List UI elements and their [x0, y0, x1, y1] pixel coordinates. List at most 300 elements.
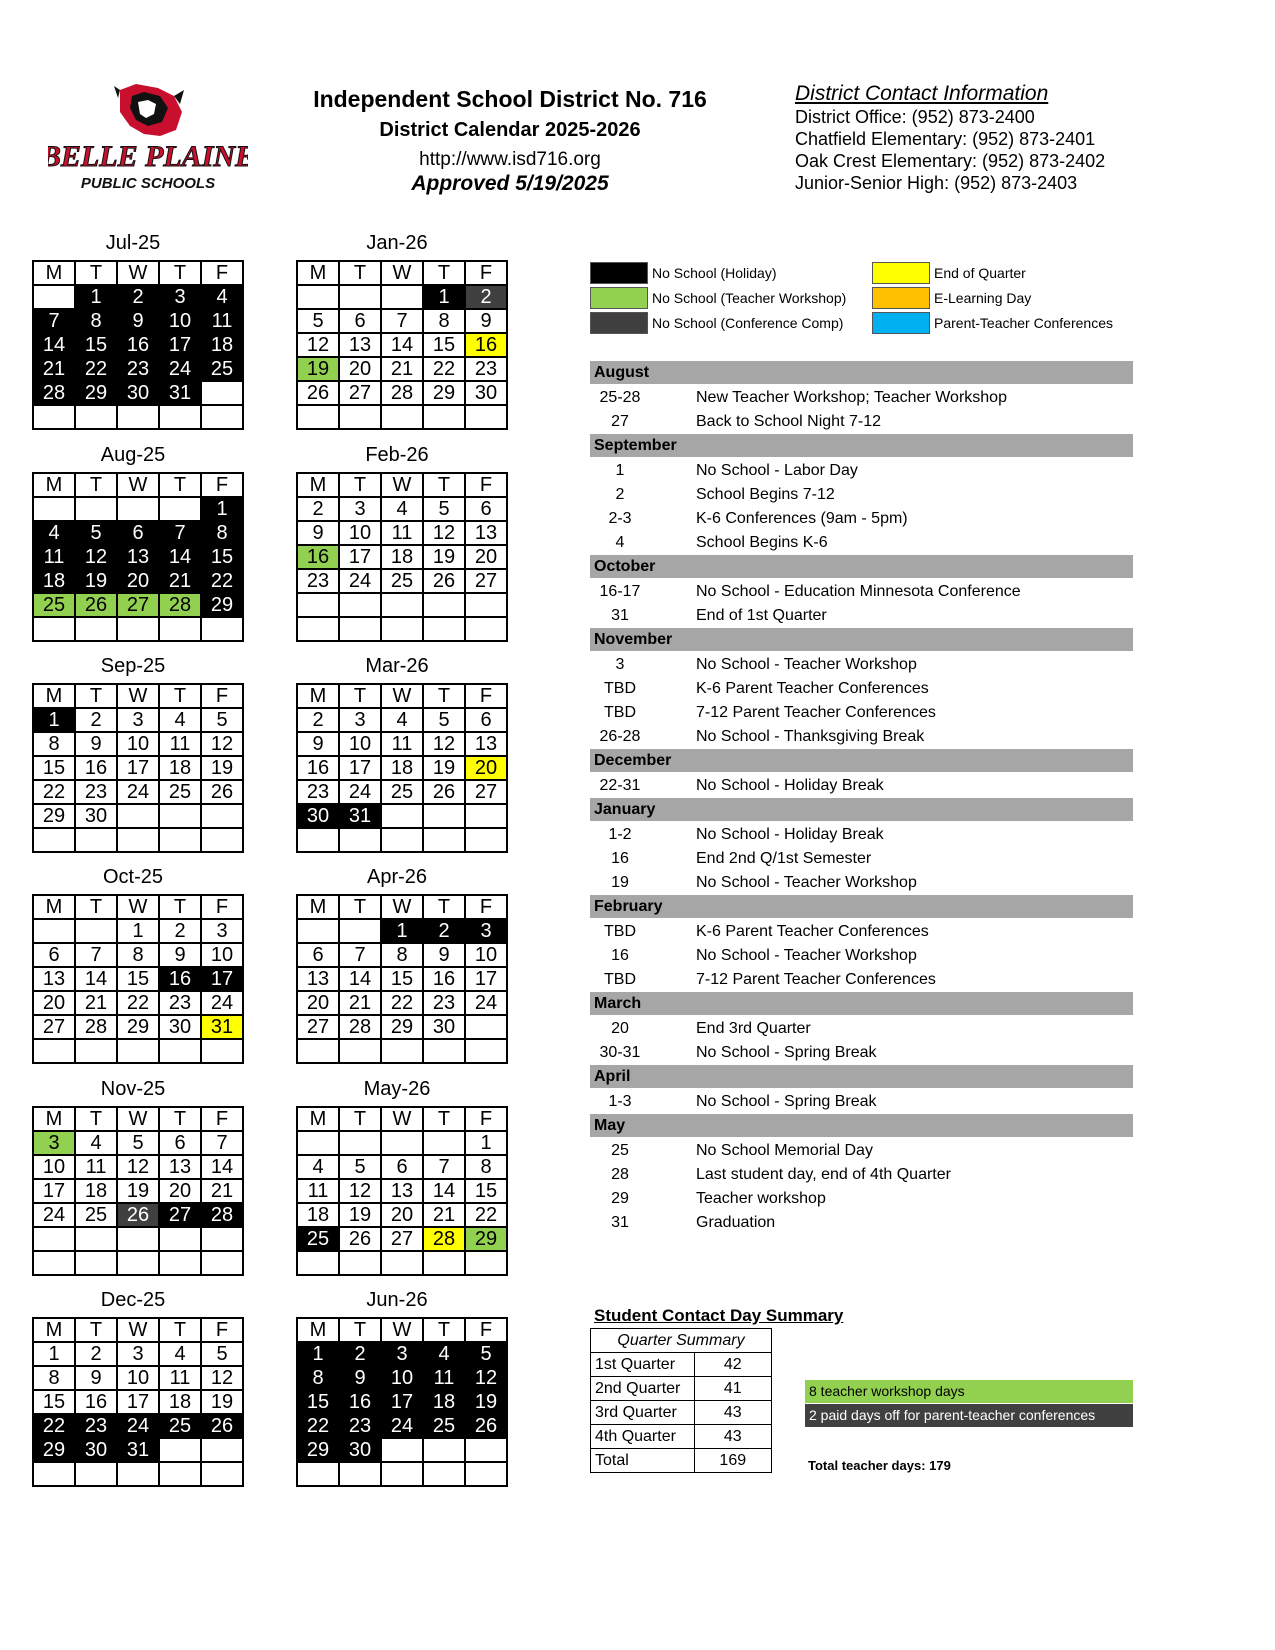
summary-value: 43 [694, 1425, 771, 1449]
week-row [33, 1039, 243, 1063]
month-title: Oct-25 [102, 866, 164, 888]
day-cell [75, 405, 117, 429]
legend-label: No School (Holiday) [652, 265, 777, 281]
day-cell: 9 [117, 309, 159, 333]
day-cell: 18 [75, 1179, 117, 1203]
day-cell: 22 [33, 1414, 75, 1438]
day-cell [339, 1131, 381, 1155]
day-cell: 19 [423, 545, 465, 569]
day-cell: 1 [381, 919, 423, 943]
event-text: No School - Labor Day [696, 462, 858, 479]
weekday-header: F [465, 684, 507, 708]
week-row [297, 1251, 507, 1275]
day-cell: 8 [117, 943, 159, 967]
month-header: February [590, 895, 1133, 918]
week-row [297, 1414, 507, 1438]
event-text: No School - Holiday Break [696, 826, 884, 843]
week-row [33, 381, 243, 405]
day-cell: 2 [75, 1342, 117, 1366]
day-cell: 27 [297, 1015, 339, 1039]
day-cell [297, 285, 339, 309]
week-row [33, 1414, 243, 1438]
month-header: January [590, 798, 1133, 821]
week-row [297, 732, 507, 756]
week-row [297, 1390, 507, 1414]
event-text: No School - Education Minnesota Conference [696, 583, 1021, 600]
day-cell: 21 [201, 1179, 243, 1203]
day-cell: 3 [339, 708, 381, 732]
day-cell [339, 593, 381, 617]
day-cell: 22 [33, 780, 75, 804]
day-cell: 22 [423, 357, 465, 381]
day-cell: 28 [381, 381, 423, 405]
day-cell: 7 [159, 521, 201, 545]
day-cell: 12 [75, 545, 117, 569]
legend-label: E-Learning Day [934, 290, 1032, 306]
day-cell: 15 [465, 1179, 507, 1203]
legend-item-conference-comp [590, 312, 843, 334]
day-cell [33, 497, 75, 521]
day-cell: 3 [159, 285, 201, 309]
day-cell: 19 [201, 756, 243, 780]
logo-subname: PUBLIC SCHOOLS [80, 175, 216, 192]
day-cell: 11 [159, 732, 201, 756]
weekday-header: T [75, 684, 117, 708]
weekday-header: T [159, 895, 201, 919]
day-cell: 26 [297, 381, 339, 405]
weekday-header: T [339, 261, 381, 285]
summary-title: Student Contact Day Summary [594, 1306, 844, 1325]
event-row [590, 1211, 1133, 1235]
day-cell: 29 [33, 1438, 75, 1462]
week-row [297, 919, 507, 943]
day-cell: 16 [159, 967, 201, 991]
day-cell [381, 285, 423, 309]
day-cell: 18 [381, 545, 423, 569]
day-cell: 6 [159, 1131, 201, 1155]
day-cell: 21 [33, 357, 75, 381]
event-text: No School - Teacher Workshop [696, 656, 917, 673]
month-grid [296, 894, 508, 1064]
contact-info [795, 82, 1235, 194]
day-cell: 27 [159, 1203, 201, 1227]
day-cell: 10 [465, 943, 507, 967]
district-url[interactable]: http://www.isd716.org [419, 149, 601, 170]
weekday-header: T [159, 261, 201, 285]
week-row [297, 1227, 507, 1251]
day-cell: 22 [381, 991, 423, 1015]
day-cell: 15 [117, 967, 159, 991]
event-date: 2 [615, 486, 625, 503]
summary-value: 43 [694, 1401, 771, 1425]
legend-item-end-of-quarter [872, 262, 1026, 284]
day-cell: 24 [381, 1414, 423, 1438]
day-cell: 3 [33, 1131, 75, 1155]
day-cell [297, 828, 339, 852]
day-cell [33, 1251, 75, 1275]
day-cell [75, 1462, 117, 1486]
day-cell: 29 [381, 1015, 423, 1039]
day-cell: 24 [339, 780, 381, 804]
week-row [33, 1462, 243, 1486]
day-cell [465, 828, 507, 852]
day-cell [339, 405, 381, 429]
event-text: Last student day, end of 4th Quarter [696, 1166, 951, 1183]
day-cell [117, 1462, 159, 1486]
day-cell: 26 [201, 780, 243, 804]
day-cell [465, 1438, 507, 1462]
day-cell: 21 [423, 1203, 465, 1227]
day-cell: 5 [423, 708, 465, 732]
day-cell: 20 [117, 569, 159, 593]
day-cell [159, 1039, 201, 1063]
day-cell [33, 919, 75, 943]
weekday-header: M [297, 1318, 339, 1342]
week-row [33, 828, 243, 852]
day-cell: 4 [33, 521, 75, 545]
summary-row [591, 1353, 772, 1377]
approved-date: Approved 5/19/2025 [411, 172, 609, 195]
day-cell: 12 [297, 333, 339, 357]
day-cell: 12 [339, 1179, 381, 1203]
weekday-header: T [75, 473, 117, 497]
day-cell: 8 [75, 309, 117, 333]
events-list [590, 361, 1133, 1235]
district-title: Independent School District No. 716 [313, 86, 707, 112]
summary-row [591, 1401, 772, 1425]
day-cell: 3 [339, 497, 381, 521]
week-row [297, 756, 507, 780]
weekday-header: T [339, 1318, 381, 1342]
day-cell: 2 [423, 919, 465, 943]
day-cell [423, 405, 465, 429]
event-date: TBD [604, 704, 636, 721]
weekday-header-row [33, 1318, 243, 1342]
week-row [297, 521, 507, 545]
contact-line: Junior-Senior High: (952) 873-2403 [795, 173, 1078, 193]
day-cell: 5 [297, 309, 339, 333]
day-cell: 4 [201, 285, 243, 309]
day-cell [201, 1462, 243, 1486]
day-cell: 22 [117, 991, 159, 1015]
day-cell: 11 [33, 545, 75, 569]
day-cell: 8 [201, 521, 243, 545]
event-row [590, 1187, 1133, 1211]
week-row [33, 569, 243, 593]
day-cell: 26 [117, 1203, 159, 1227]
legend-swatch [590, 312, 648, 334]
month-grid [296, 683, 508, 853]
weekday-header: F [201, 261, 243, 285]
quarter-summary-table [590, 1328, 772, 1473]
day-cell [339, 919, 381, 943]
day-cell: 14 [423, 1179, 465, 1203]
day-cell [465, 1251, 507, 1275]
week-row [297, 617, 507, 641]
day-cell [465, 617, 507, 641]
week-row [33, 919, 243, 943]
month-calendar [296, 444, 498, 642]
weekday-header: M [297, 895, 339, 919]
month-grid [32, 894, 244, 1064]
event-row [590, 968, 1133, 992]
week-row [297, 357, 507, 381]
day-cell [423, 1462, 465, 1486]
weekday-header-row [297, 895, 507, 919]
month-calendar [296, 866, 498, 1064]
event-row [590, 677, 1133, 701]
tiger-mascot-icon [114, 84, 184, 136]
logo-name: BELLE PLAINE [48, 140, 248, 173]
week-row [33, 309, 243, 333]
day-cell: 19 [339, 1203, 381, 1227]
week-row [33, 780, 243, 804]
month-calendar [296, 1289, 498, 1487]
month-grid [32, 1317, 244, 1487]
day-cell [339, 1039, 381, 1063]
day-cell: 1 [465, 1131, 507, 1155]
day-cell [201, 804, 243, 828]
legend-swatch [872, 262, 930, 284]
event-date: 25-28 [599, 389, 641, 406]
day-cell: 28 [201, 1203, 243, 1227]
day-cell: 10 [33, 1155, 75, 1179]
weekday-header: M [33, 895, 75, 919]
weekday-header: T [339, 1107, 381, 1131]
weekday-header: T [423, 1107, 465, 1131]
day-cell: 29 [423, 381, 465, 405]
day-cell [159, 1438, 201, 1462]
weekday-header-row [33, 895, 243, 919]
day-cell: 22 [201, 569, 243, 593]
week-row [297, 1366, 507, 1390]
weekday-header-row [33, 1107, 243, 1131]
month-title: Aug-25 [100, 444, 166, 466]
month-title: Jan-26 [366, 232, 428, 254]
day-cell [75, 497, 117, 521]
day-cell: 19 [75, 569, 117, 593]
day-cell [423, 1251, 465, 1275]
day-cell [33, 828, 75, 852]
event-row [590, 725, 1133, 749]
day-cell: 25 [423, 1414, 465, 1438]
day-cell: 13 [159, 1155, 201, 1179]
event-row [590, 1139, 1133, 1163]
event-text: No School - Holiday Break [696, 777, 884, 794]
month-calendar [296, 655, 498, 853]
day-cell [159, 405, 201, 429]
day-cell: 25 [381, 569, 423, 593]
week-row [33, 1179, 243, 1203]
event-text: No School Memorial Day [696, 1142, 873, 1159]
day-cell: 10 [117, 1366, 159, 1390]
summary-label: 4th Quarter [591, 1425, 695, 1449]
month-calendar [296, 232, 498, 430]
weekday-header: W [117, 473, 159, 497]
weekday-header: W [381, 684, 423, 708]
day-cell [339, 285, 381, 309]
day-cell [159, 1462, 201, 1486]
day-cell: 19 [117, 1179, 159, 1203]
legend-item-e-learning [872, 287, 1031, 309]
week-row [33, 1390, 243, 1414]
day-cell: 24 [33, 1203, 75, 1227]
day-cell [297, 1039, 339, 1063]
week-row [33, 1155, 243, 1179]
weekday-header-row [33, 473, 243, 497]
contact-line: Chatfield Elementary: (952) 873-2401 [795, 129, 1096, 149]
week-row [297, 804, 507, 828]
event-date: 1-3 [608, 1093, 632, 1110]
day-cell: 29 [75, 381, 117, 405]
month-header: December [590, 749, 1133, 772]
day-cell: 8 [297, 1366, 339, 1390]
day-cell [117, 828, 159, 852]
event-text: School Begins 7-12 [696, 486, 835, 503]
summary-value: 41 [694, 1377, 771, 1401]
day-cell: 2 [297, 497, 339, 521]
day-cell: 23 [339, 1414, 381, 1438]
day-cell: 26 [465, 1414, 507, 1438]
event-text: 7-12 Parent Teacher Conferences [696, 704, 936, 721]
event-date: 3 [615, 656, 625, 673]
day-cell: 16 [297, 545, 339, 569]
day-cell: 1 [33, 1342, 75, 1366]
day-cell: 23 [159, 991, 201, 1015]
day-cell: 9 [297, 732, 339, 756]
week-row [297, 569, 507, 593]
day-cell: 24 [117, 780, 159, 804]
weekday-header: W [117, 684, 159, 708]
day-cell: 6 [465, 708, 507, 732]
week-row [297, 497, 507, 521]
day-cell: 7 [201, 1131, 243, 1155]
day-cell [201, 1039, 243, 1063]
day-cell: 21 [381, 357, 423, 381]
day-cell: 14 [75, 967, 117, 991]
day-cell: 27 [465, 780, 507, 804]
weekday-header: T [159, 1107, 201, 1131]
weekday-header: T [423, 684, 465, 708]
event-text: End of 1st Quarter [696, 607, 827, 624]
paid-days-note: 2 paid days off for parent-teacher conferences [805, 1404, 1133, 1427]
day-cell: 2 [339, 1342, 381, 1366]
day-cell: 18 [381, 756, 423, 780]
event-row [590, 507, 1133, 531]
month-calendar [32, 232, 234, 430]
day-cell [465, 1039, 507, 1063]
day-cell: 13 [465, 732, 507, 756]
event-text: 7-12 Parent Teacher Conferences [696, 971, 936, 988]
day-cell [297, 919, 339, 943]
weekday-header: F [465, 261, 507, 285]
day-cell: 14 [381, 333, 423, 357]
day-cell: 9 [465, 309, 507, 333]
week-row [297, 381, 507, 405]
day-cell [159, 617, 201, 641]
week-row [33, 1203, 243, 1227]
month-title: May-26 [363, 1078, 431, 1100]
day-cell [33, 1227, 75, 1251]
day-cell [381, 617, 423, 641]
week-row [33, 1366, 243, 1390]
day-cell: 27 [117, 593, 159, 617]
event-text: No School - Spring Break [696, 1044, 877, 1061]
event-row [590, 580, 1133, 604]
day-cell [33, 1462, 75, 1486]
event-row [590, 483, 1133, 507]
day-cell [297, 617, 339, 641]
month-header: November [590, 628, 1133, 651]
workshop-days-note: 8 teacher workshop days [805, 1380, 1133, 1403]
day-cell [159, 497, 201, 521]
day-cell [381, 1462, 423, 1486]
day-cell: 15 [33, 756, 75, 780]
event-row [590, 701, 1133, 725]
day-cell [465, 804, 507, 828]
day-cell: 29 [117, 1015, 159, 1039]
legend-label: No School (Conference Comp) [652, 315, 844, 331]
day-cell [33, 617, 75, 641]
weekday-header: T [423, 473, 465, 497]
day-cell [117, 617, 159, 641]
day-cell: 7 [381, 309, 423, 333]
day-cell: 3 [381, 1342, 423, 1366]
weekday-header: F [201, 684, 243, 708]
day-cell: 3 [201, 919, 243, 943]
day-cell: 26 [75, 593, 117, 617]
week-row [33, 804, 243, 828]
day-cell: 1 [201, 497, 243, 521]
day-cell [423, 617, 465, 641]
summary-label: 3rd Quarter [591, 1401, 695, 1425]
week-row [33, 1227, 243, 1251]
event-text: Teacher workshop [696, 1190, 826, 1207]
day-cell: 17 [201, 967, 243, 991]
day-cell: 7 [75, 943, 117, 967]
day-cell [201, 828, 243, 852]
month-header: March [590, 992, 1133, 1015]
event-date: TBD [604, 923, 636, 940]
day-cell: 7 [33, 309, 75, 333]
day-cell [159, 804, 201, 828]
day-cell: 29 [33, 804, 75, 828]
week-row [33, 617, 243, 641]
day-cell: 19 [465, 1390, 507, 1414]
summary-row [591, 1425, 772, 1449]
day-cell: 15 [297, 1390, 339, 1414]
day-cell: 1 [33, 708, 75, 732]
legend-item-teacher-workshop [590, 287, 846, 309]
summary-header-row [591, 1329, 772, 1353]
weekday-header: T [339, 895, 381, 919]
day-cell: 9 [339, 1366, 381, 1390]
day-cell: 25 [33, 593, 75, 617]
day-cell: 30 [465, 381, 507, 405]
day-cell: 27 [465, 569, 507, 593]
day-cell: 17 [33, 1179, 75, 1203]
month-title: Nov-25 [100, 1078, 166, 1100]
day-cell: 31 [159, 381, 201, 405]
event-date: TBD [604, 680, 636, 697]
event-date: 2-3 [608, 510, 632, 527]
week-row [297, 1342, 507, 1366]
day-cell: 13 [339, 333, 381, 357]
weekday-header: W [381, 1107, 423, 1131]
week-row [33, 593, 243, 617]
week-row [33, 991, 243, 1015]
day-cell [159, 1251, 201, 1275]
